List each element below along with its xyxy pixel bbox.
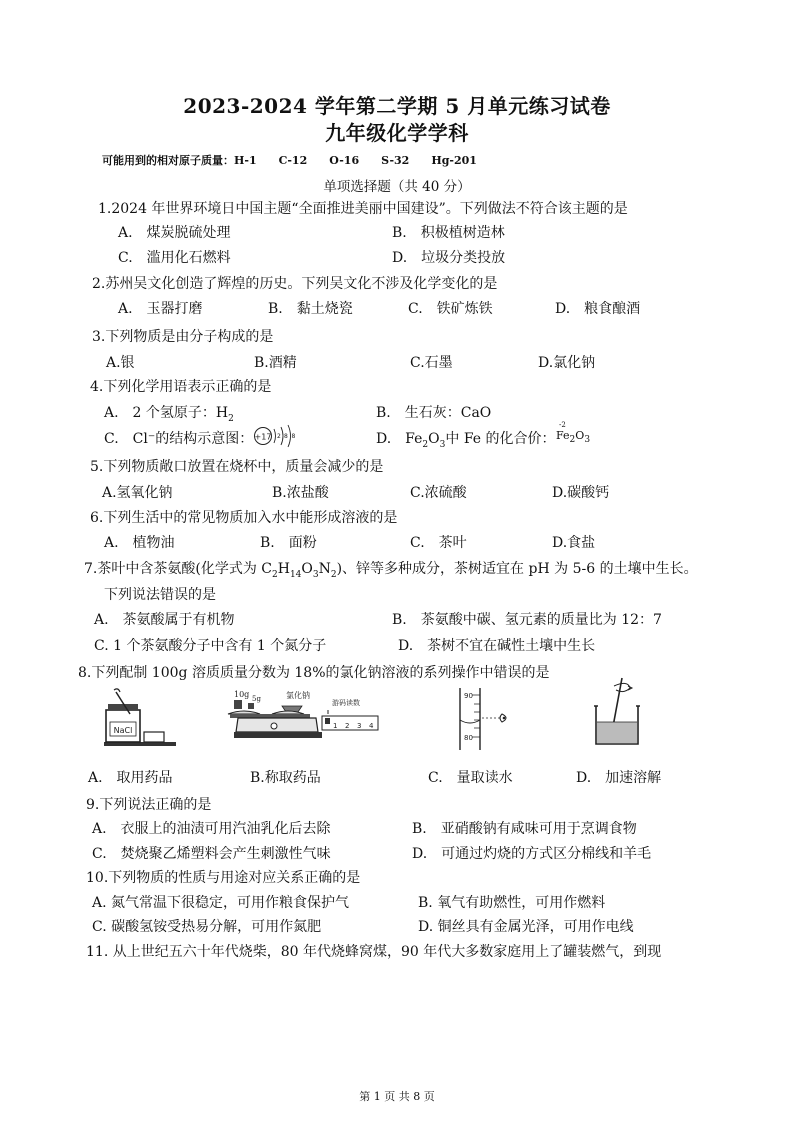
q8-option-b: B.称取药品 [250, 770, 321, 786]
q2-option-b: B. 黏土烧瓷 [268, 301, 353, 317]
q6-option-c: C. 茶叶 [410, 535, 467, 551]
svg-text:2: 2 [345, 722, 350, 730]
q4-option-a: A. 2 个氢原子：$H_2$ [104, 405, 234, 424]
q2-option-a: A. 玉器打磨 [118, 301, 203, 317]
svg-text:NaCl: NaCl [113, 726, 133, 735]
question-8: 8.下列配制 100g 溶质质量分数为 18%的氯化钠溶液的系列操作中错误的是 [78, 665, 550, 681]
question-2: 2.苏州吴文化创造了辉煌的历史。下列吴文化不涉及化学变化的是 [92, 276, 498, 292]
question-1: 1.2024 年世界环境日中国主题“全面推进美丽中国建设”。下列做法不符合该主题的是 [98, 201, 628, 217]
question-7: 7.茶叶中含茶氨酸(化学式为 $C_2H_{14}O_3N_2$)、锌等多种成分，茶树适宜在 pH 为 5-6 的土壤中生长。 [84, 561, 698, 580]
svg-text:10g: 10g [234, 690, 250, 699]
q1-option-b: B. 积极植树造林 [392, 225, 505, 241]
q6-option-b: B. 面粉 [260, 535, 317, 551]
q9-option-d: D. 可通过灼烧的方式区分棉线和羊毛 [412, 846, 652, 862]
svg-text:游码读数: 游码读数 [332, 699, 360, 707]
question-7-prompt: 下列说法错误的是 [104, 587, 216, 603]
figure-stir-dissolve [588, 676, 648, 750]
svg-text:8: 8 [284, 433, 288, 440]
q5-option-a: A.氢氧化钠 [102, 485, 173, 501]
svg-text:3: 3 [357, 722, 362, 730]
q9-option-c: C. 焚烧聚乙烯塑料会产生刺激性气味 [92, 846, 331, 862]
svg-text:8: 8 [291, 433, 296, 440]
q3-option-a: A.银 [106, 355, 135, 371]
question-3: 3.下列物质是由分子构成的是 [92, 329, 274, 345]
svg-text:氯化钠: 氯化钠 [286, 691, 310, 700]
svg-text:4: 4 [369, 722, 374, 730]
q4-option-d: D. $Fe_2O_3$中 Fe 的化合价： [376, 431, 556, 450]
q3-option-d: D.氯化钠 [538, 355, 596, 371]
q10-option-d: D. 铜丝具有金属光泽，可用作电线 [418, 919, 634, 935]
q1-option-d: D. 垃圾分类投放 [392, 250, 506, 266]
svg-text:2: 2 [277, 433, 281, 440]
q8-option-d: D. 加速溶解 [576, 770, 662, 786]
q7-option-c: C. 1 个茶氨酸分子中含有 1 个氮分子 [94, 638, 327, 654]
svg-text:+17: +17 [254, 432, 272, 442]
atomic-masses: 可能用到的相对原子质量：H-1 C-12 O-16 S-32 Hg-201 [102, 154, 477, 167]
svg-text:5g: 5g [252, 695, 261, 703]
q6-option-d: D.食盐 [552, 535, 596, 551]
q7-option-d: D. 茶树不宜在碱性土壤中生长 [398, 638, 596, 654]
q9-option-b: B. 亚硝酸钠有咸味可用于烹调食物 [412, 821, 637, 837]
figure-weigh-reagent [224, 688, 384, 750]
q5-option-b: B.浓盐酸 [272, 485, 329, 501]
fe2o3-valence-notation: -2 $Fe_2O_3$ [556, 421, 591, 446]
q1-option-a: A. 煤炭脱硫处理 [118, 225, 231, 241]
q10-option-a: A. 氮气常温下很稳定，可用作粮食保护气 [92, 895, 350, 911]
question-9: 9.下列说法正确的是 [86, 797, 212, 813]
q10-option-b: B. 氧气有助燃性，可用作燃料 [418, 895, 606, 911]
svg-text:1: 1 [333, 722, 338, 730]
question-10: 10.下列物质的性质与用途对应关系正确的是 [86, 870, 361, 886]
q6-option-a: A. 植物油 [104, 535, 175, 551]
q8-option-a: A. 取用药品 [88, 770, 173, 786]
q5-option-d: D.碳酸钙 [552, 485, 610, 501]
q9-option-a: A. 衣服上的油渍可用汽油乳化后去除 [92, 821, 331, 837]
exam-title: 2023-2024 学年第二学期 5 月单元练习试卷 [183, 94, 611, 118]
q8-option-c: C. 量取读水 [428, 770, 513, 786]
q3-option-c: C.石墨 [410, 355, 453, 371]
section-title: 单项选择题（共 40 分） [323, 179, 471, 195]
question-6: 6.下列生活中的常见物质加入水中能形成溶液的是 [90, 510, 398, 526]
page-number: 第 1 页 共 8 页 [359, 1090, 435, 1103]
question-5: 5.下列物质敞口放置在烧杯中，质量会减少的是 [90, 459, 384, 475]
figure-take-reagent [100, 688, 180, 750]
q1-option-c: C. 滥用化石燃料 [118, 250, 231, 266]
q7-option-b: B. 茶氨酸中碳、氢元素的质量比为 12：7 [392, 612, 662, 628]
q4-option-b: B. 生石灰：CaO [376, 405, 492, 421]
q5-option-c: C.浓硫酸 [410, 485, 467, 501]
question-4: 4.下列化学用语表示正确的是 [90, 379, 272, 395]
question-11: 11. 从上世纪五六十年代烧柴，80 年代烧蜂窝煤，90 年代大多数家庭用上了罐装燃气，到现 [86, 944, 662, 960]
q2-option-c: C. 铁矿炼铁 [408, 301, 493, 317]
q7-option-a: A. 茶氨酸属于有机物 [94, 612, 235, 628]
q2-option-d: D. 粮食酿酒 [555, 301, 641, 317]
q10-option-c: C. 碳酸氢铵受热易分解，可用作氮肥 [92, 919, 322, 935]
chloride-ion-structure-diagram [252, 423, 298, 449]
figure-read-cylinder [450, 684, 530, 754]
exam-subject: 九年级化学学科 [325, 121, 469, 145]
q3-option-b: B.酒精 [254, 355, 297, 371]
svg-text:90: 90 [464, 692, 473, 700]
q4-option-c: C. Cl⁻的结构示意图： [104, 431, 254, 447]
svg-text:80: 80 [464, 734, 473, 742]
